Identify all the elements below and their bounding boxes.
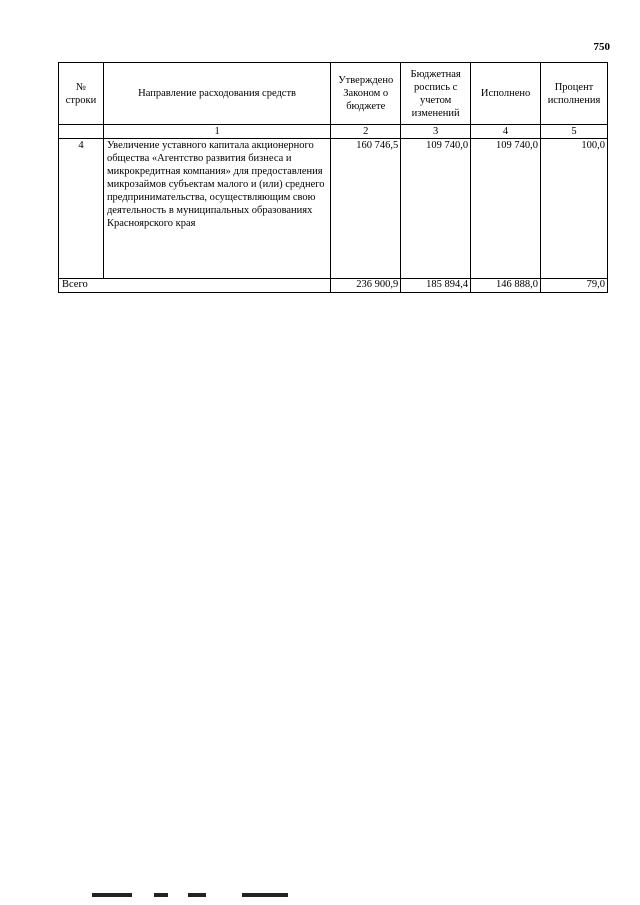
header-percent: Процент исполнения: [541, 63, 608, 125]
header-row-no: № строки: [59, 63, 104, 125]
scan-artifact-marks: [92, 893, 292, 899]
column-number: 1: [103, 125, 330, 139]
approved-cell: 160 746,5: [331, 139, 401, 279]
total-percent: 79,0: [541, 279, 608, 293]
total-row: [59, 279, 608, 293]
total-label: Всего: [59, 279, 331, 293]
table-row: [59, 139, 608, 279]
column-number: 3: [401, 125, 471, 139]
total-budget-list: 185 894,4: [401, 279, 471, 293]
direction-cell: Увеличение уставного капитала акционерного общества «Агентство развития бизнеса и микрокредитная компания» для предоставления микрозаймов субъектам малого и (или) среднего предпринимательства, осуществляющим свою деятельность в муниципальных образованиях Красноярского края: [103, 139, 330, 279]
total-executed: 146 888,0: [471, 279, 541, 293]
header-approved: Утверждено Законом о бюджете: [331, 63, 401, 125]
row-number-cell: 4: [59, 139, 104, 279]
column-number: [59, 125, 104, 139]
header-budget-list: Бюджетная роспись с учетом изменений: [401, 63, 471, 125]
percent-cell: 100,0: [541, 139, 608, 279]
executed-cell: 109 740,0: [471, 139, 541, 279]
budget-list-cell: 109 740,0: [401, 139, 471, 279]
header-executed: Исполнено: [471, 63, 541, 125]
column-number: 4: [471, 125, 541, 139]
page-number: 750: [593, 41, 610, 53]
budget-execution-table: [58, 62, 608, 293]
table-header-row: [59, 63, 608, 125]
header-direction: Направление расходования средств: [103, 63, 330, 125]
column-number-row: [59, 125, 608, 139]
column-number: 2: [331, 125, 401, 139]
column-number: 5: [541, 125, 608, 139]
total-approved: 236 900,9: [331, 279, 401, 293]
